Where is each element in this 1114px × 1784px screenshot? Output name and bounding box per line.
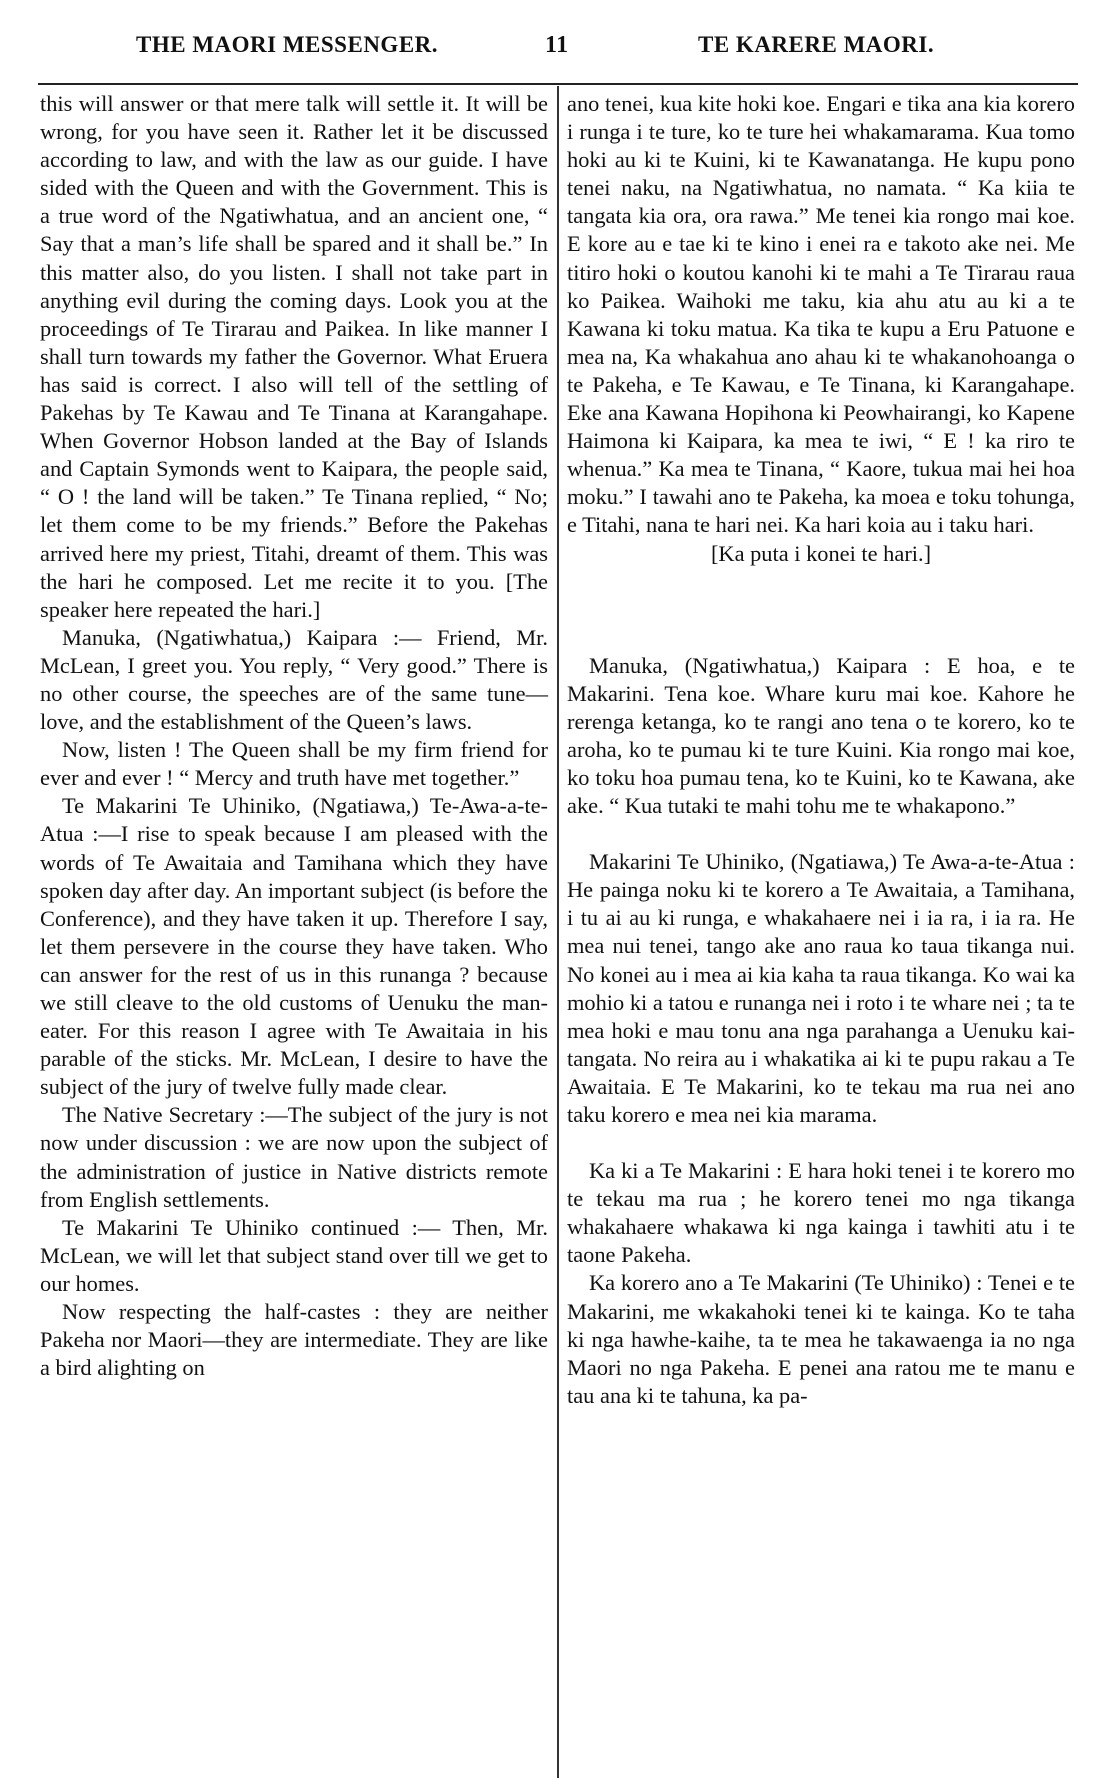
english-title: THE MAORI MESSENGER. [136,32,439,57]
english-paragraph-6: Te Makarini Te Uhiniko continued :— Then, Mr. McLean, we will let that subject stand over till we get to our homes. [40,1214,548,1296]
column-divider [557,86,559,1778]
page-header [0,32,1114,72]
maori-stage-note: [Ka puta i konei te hari.] [710,540,932,566]
english-paragraph-1: this will answer or that mere talk will settle it. It will be wrong, for you have seen it. Rather let it be discussed according to law, and with the law as our guide. I have sided with the Queen and with the Government. This is a true word of the Ngatiwhatua, and an ancient one, “ Say that a man’s life shall be spared and it shall be.” In this matter also, do you listen. I shall not take part in anything evil during the coming days. Look you at the proceedings of Te Tirarau and Paikea. In like manner I shall turn towards my father the Governor. What Eruera has said is correct. I also will tell of the settling of Pakehas by Te Kawau and Te Tinana at Karangahape. When Governor Hobson landed at the Bay of Islands and Captain Symonds went to Kaipara, the people said, “ O ! the land will be taken.” Te Tinana replied, “ No; let them come to be my friends.” Before the Pakehas arrived here my priest, Titahi, dreamt of them. This was the hari he composed. Let me recite it to you. [The speaker here repeated the hari.] [40,91,548,622]
english-paragraph-7: Now respecting the half-castes : they are neither Pakeha nor Maori—they are intermediate. They are like a bird alighting on [40,1299,548,1381]
english-paragraph-5: The Native Secretary :—The subject of the jury is not now under discussion : we are now upon the subject of the administration of justice in Native districts remote from English settlements. [40,1102,548,1212]
maori-title: TE KARERE MAORI. [698,32,935,57]
english-paragraph-3: Now, listen ! The Queen shall be my firm friend for ever and ever ! “ Mercy and truth have met together.” [40,737,548,791]
maori-paragraph-5: Ka ki a Te Makarini : E hara hoki tenei i te korero mo te tekau ma rua ; he korero tenei mo nga tikanga whakahaere whakawa ki nga kainga i tawhiti atu i te taone Pakeha. [567,1158,1075,1268]
english-paragraph-2: Manuka, (Ngatiwhatua,) Kaipara :— Friend, Mr. McLean, I greet you. You reply, “ Very good.” There is no other course, the speeches are of the same tune—love, and the establishment of the Queen’s laws. [40,624,548,735]
header-rule [38,83,1078,85]
maori-paragraph-3: Manuka, (Ngatiwhatua,) Kaipara : E hoa, e te Makarini. Tena koe. Whare kuru mai koe. Kahore he rerenga ketanga, ko te rangi ano tena o te korero, ko te aroha, ko te pumau ki te ture Kuini. Kia rongo mai koe, ko toku hoa pumau tena, ko te Kuini, ko te Kawana, ake ake. “ Kua tutaki te mahi tohu me te whakapono.” [567,652,1075,819]
english-paragraph-4: Te Makarini Te Uhiniko, (Ngatiawa,) Te-Awa-a-te-Atua :—I rise to speak because I am pleased with the words of Te Awaitaia and Tamihana which they have spoken day after day. An important subject (is before the Conference), and they have taken it up. Therefore I say, let them persevere in the course they have taken. Who can answer for the rest of us in this runanga ? because we still cleave to the old customs of Uenuku the man-eater. For this reason I agree with Te Awaitaia in his parable of the sticks. Mr. McLean, I desire to have the subject of the jury of twelve fully made clear. [40,793,548,1100]
english-column [40,90,548,1382]
maori-paragraph-1: ano tenei, kua kite hoki koe. Engari e tika ana kia korero i runga i te ture, ko te ture hei whakamarama. Kua tomo hoki au ki te Kuini, ki te Kawanatanga. He kupu pono tenei naku, na Ngatiwhatua, no namata. “ Ka kiia te tangata kia ora, ora rawa.” Me tenei kia rongo mai koe. E kore au e tae ki te kino i enei ra e takoto ake nei. Me titiro hoki o koutou kanohi ki te mahi a Te Tirarau raua ko Paikea. Waihoki me taku, kia ahu atu au ki a te Kawana ki toku matua. Ka tika te kupu a Eru Patuone e mea na, Ka whakahua ano ahau ki te whakanohoanga o te Pakeha, e Te Kawau, e Te Tinana, ki Karangahape. Eke ana Kawana Hopihona ki Peowhairangi, ko Kapene Haimona ki Kaipara, ka mea te iwi, “ E ! ka riro te whenua.” Ka mea te Tinana, “ Kaore, tukua mai hei hoa moku.” I tawahi ano te Pakeha, ka moea e toku tohunga, e Titahi, nana te hari nei. Ka hari koia au i taku hari. [567,91,1075,538]
maori-paragraph-4: Makarini Te Uhiniko, (Ngatiawa,) Te Awa-a-te-Atua : He painga noku ki te korero a Te Awaitaia, a Tamihana, i tu ai au ki runga, e whakahaere nei i ia ra, i ia ra. He mea nui tenei, tango ake ano raua ko taua tikanga nui. No konei au i mea ai kia kaha ta raua tikanga. Ko wai ka mohio ki a tatou e runanga nei i roto i te whare nei ; ta te mea hoki e mau tonu ana nga parahanga a Uenuku kai-tangata. No reira au i whakatika ai ki te pupu rakau a Te Awaitaia. E Te Makarini, ko te tekau ma rua nei ano taku korero e mea nei kia marama. [567,849,1075,1127]
page-number: 11 [545,32,569,58]
maori-paragraph-6: Ka korero ano a Te Makarini (Te Uhiniko) : Tenei e te Makarini, me wkakahoki tenei ki te kainga. Ko te taha ki nga hawhe-kaihe, ta te mea he takawaenga ia no nga Maori no nga Pakeha. E penei ana ratou me te manu e tau ana ki te tahuna, ka pa- [567,1270,1075,1408]
maori-column [567,90,1075,1410]
